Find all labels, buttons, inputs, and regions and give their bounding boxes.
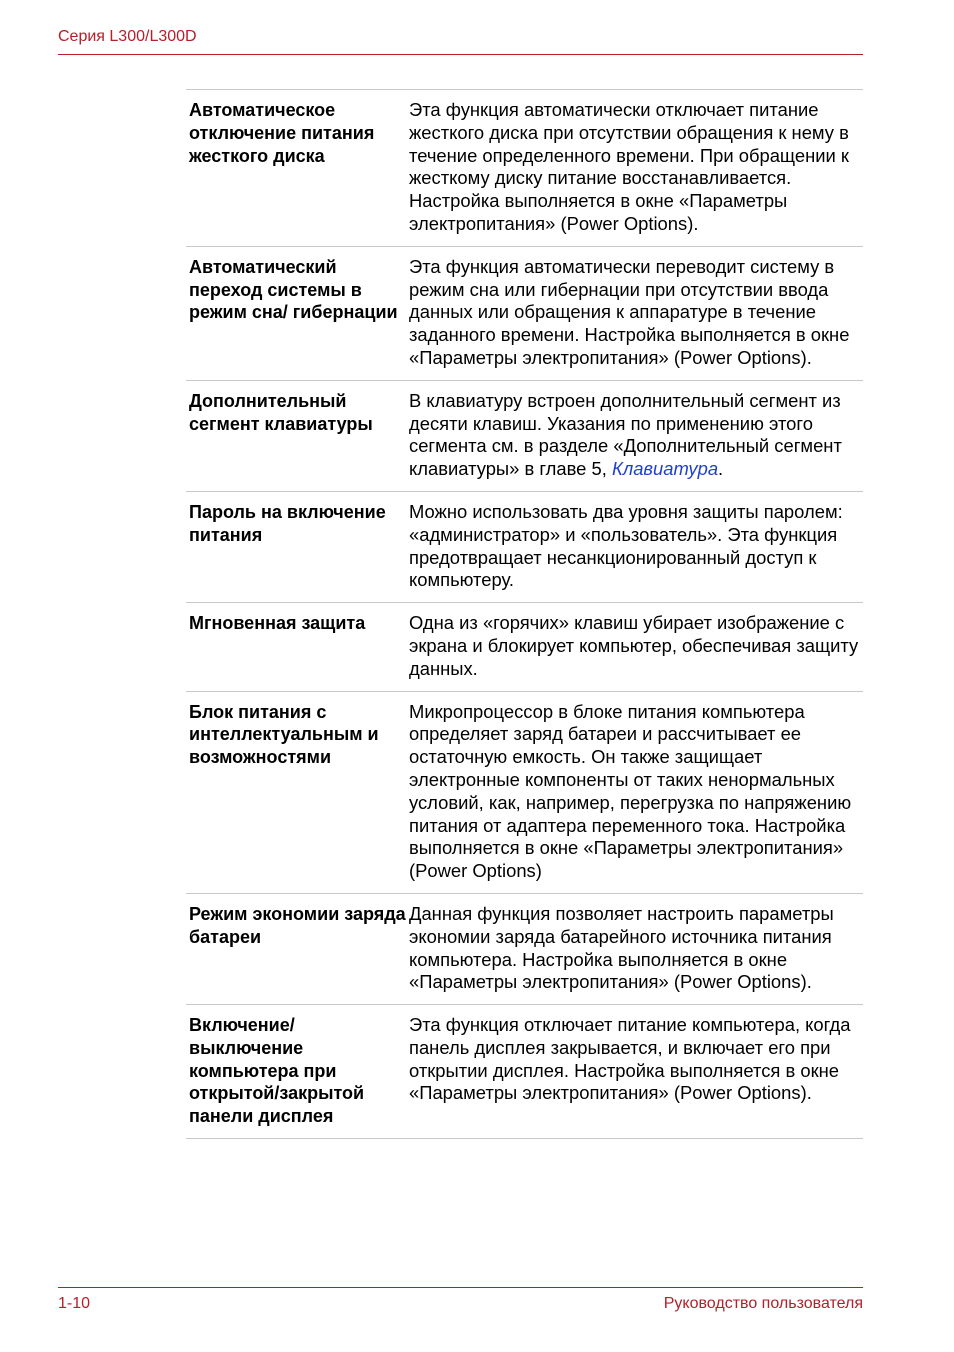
feature-term: Автоматическое отключение питания жесткого диска [189, 100, 375, 166]
table-row [186, 381, 863, 492]
table-row [186, 894, 863, 1005]
page-number: 1-10 [58, 1295, 91, 1312]
table-row [186, 692, 863, 894]
feature-term: Пароль на включение питания [189, 501, 386, 545]
table-row [186, 492, 863, 603]
chapter-link-keyboard[interactable]: Клавиатура [611, 458, 719, 480]
running-header-title: Серия L300/L300D [58, 28, 197, 45]
feature-description [409, 390, 863, 481]
feature-term: Мгновенная защита [189, 613, 366, 634]
running-footer-title: Руководство пользователя [663, 1295, 863, 1312]
table-row [186, 90, 863, 247]
feature-term: Блок питания с интеллектуальным и возможностями [189, 701, 379, 768]
table-row [186, 603, 863, 691]
footer-divider [58, 1287, 863, 1288]
feature-term: Режим экономии заряда батареи [189, 903, 406, 947]
feature-description: Можно использовать два уровня защиты паролем: «администратор» и «пользователь». Эта функция предотвращает несанкционированный доступ к компьютеру. [409, 500, 843, 591]
feature-description: Эта функция автоматически переводит систему в режим сна или гибернации при отсутствии ввода данных или обращения к аппаратуре в течение заданного времени. Настройка выполняется в окне «Параметры электропитания» (Power Options). [409, 255, 850, 368]
table-row [186, 1005, 863, 1139]
header-divider [58, 54, 863, 55]
description-text: В клавиатуру встроен дополнительный сегмент из десяти клавиш. Указания по применению этого сегмента см. в разделе «Дополнительный сегмент клавиатуры» в главе 5, [409, 389, 842, 480]
description-text-end: . [718, 458, 724, 480]
feature-term: Дополнительный сегмент клавиатуры [189, 390, 373, 434]
feature-description: Микропроцессор в блоке питания компьютера определяет заряд батареи и рассчитывает ее остаточную емкость. Он также защищает электронные компоненты от таких ненормальных условий, как, например, перегрузка по напряжению питания от адаптера переменного тока. Настройка выполняется в окне «Параметры электропитания» (Power Options) [409, 700, 852, 882]
feature-term: Автоматический переход системы в режим сна/ гибернации [189, 256, 398, 323]
feature-term: Включение/ выключение компьютера при открытой/закрытой панели дисплея [189, 1015, 365, 1127]
feature-description: Данная функция позволяет настроить параметры экономии заряда батарейного источника питания компьютера. Настройка выполняется в окне «Параметры электропитания» (Power Options). [409, 902, 834, 993]
feature-table [186, 89, 863, 1139]
table-row [186, 247, 863, 381]
feature-description: Одна из «горячих» клавиш убирает изображение с экрана и блокирует компьютер, обеспечивая защиту данных. [409, 612, 859, 679]
feature-description: Эта функция отключает питание компьютера, когда панель дисплея закрывается, и включает его при открытии дисплея. Настройка выполняется в окне «Параметры электропитания» (Power Options). [409, 1014, 851, 1104]
feature-description: Эта функция автоматически отключает питание жесткого диска при отсутствии обращения к нему в течение определенного времени. При обращении к жесткому диску питание восстанавливается. Настройка выполняется в окне «Параметры электропитания» (Power Options). [409, 99, 849, 234]
